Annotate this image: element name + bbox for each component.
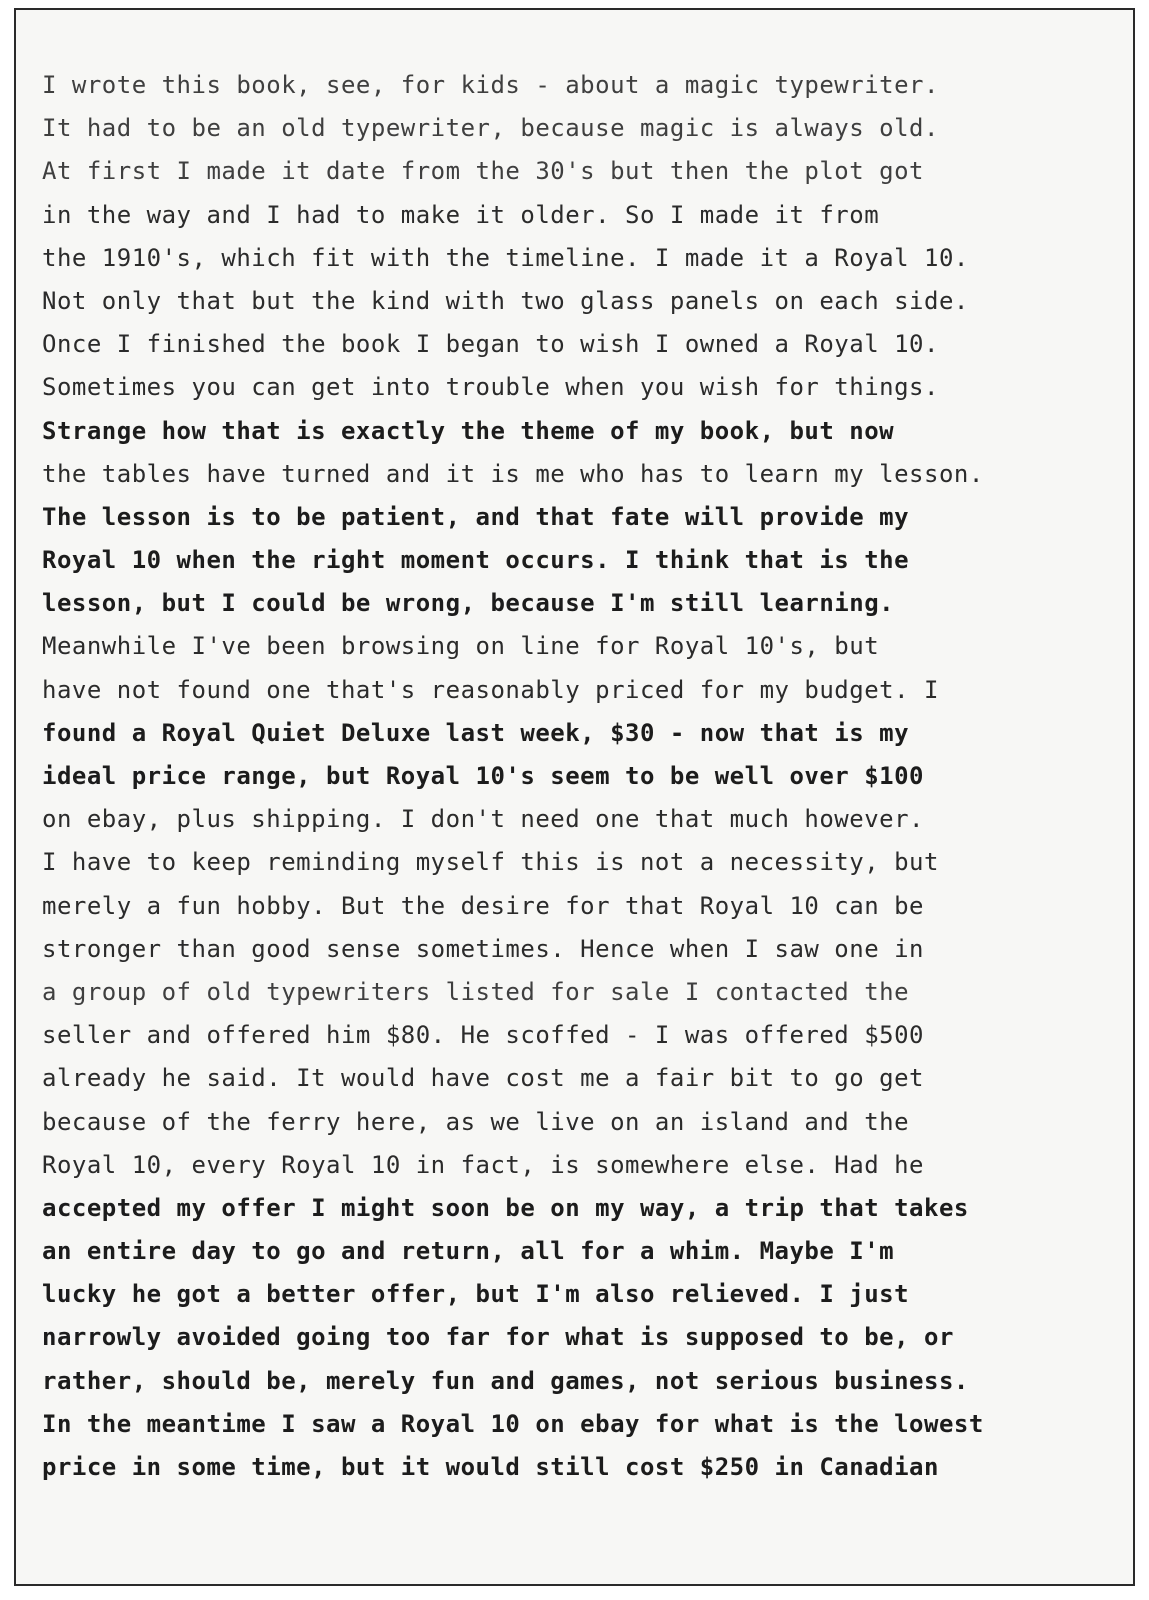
text-line: The lesson is to be patient, and that fate will provide my: [42, 502, 910, 531]
text-line: a group of old typewriters listed for sale I contacted the: [42, 977, 910, 1006]
text-line: in the way and I had to make it older. So I made it from: [42, 200, 880, 229]
text-line: found a Royal Quiet Deluxe last week, $30 - now that is my: [42, 718, 910, 747]
text-line: Royal 10 when the right moment occurs. I think that is the: [42, 546, 910, 575]
text-line: It had to be an old typewriter, because magic is always old.: [42, 114, 939, 143]
text-line: the 1910's, which fit with the timeline. I made it a Royal 10.: [42, 243, 969, 272]
text-line: stronger than good sense sometimes. Hence when I saw one in: [42, 934, 925, 963]
text-line: In the meantime I saw a Royal 10 on ebay for what is the lowest: [42, 1409, 984, 1438]
text-line: Royal 10, every Royal 10 in fact, is somewhere else. Had he: [42, 1150, 925, 1179]
text-line: an entire day to go and return, all for a whim. Maybe I'm: [42, 1237, 895, 1266]
text-line: on ebay, plus shipping. I don't need one that much however.: [42, 805, 925, 834]
text-line: At first I made it date from the 30's but then the plot got: [42, 157, 925, 186]
text-line: rather, should be, merely fun and games, not serious business.: [42, 1366, 969, 1395]
text-line: merely a fun hobby. But the desire for that Royal 10 can be: [42, 891, 925, 920]
text-line: Meanwhile I've been browsing on line for Royal 10's, but: [42, 632, 880, 661]
text-line: seller and offered him $80. He scoffed - I was offered $500: [42, 1021, 925, 1050]
text-line: narrowly avoided going too far for what is supposed to be, or: [42, 1323, 954, 1352]
text-line: Strange how that is exactly the theme of my book, but now: [42, 416, 895, 445]
text-line: lesson, but I could be wrong, because I'm still learning.: [42, 589, 895, 618]
text-line: accepted my offer I might soon be on my way, a trip that takes: [42, 1193, 969, 1222]
text-line: Sometimes you can get into trouble when you wish for things.: [42, 373, 939, 402]
text-line: the tables have turned and it is me who has to learn my lesson.: [42, 459, 984, 488]
text-line: Once I finished the book I began to wish I owned a Royal 10.: [42, 330, 939, 359]
text-line: have not found one that's reasonably priced for my budget. I: [42, 675, 939, 704]
text-line: I have to keep reminding myself this is not a necessity, but: [42, 848, 939, 877]
typewritten-body: [42, 64, 1127, 1489]
text-line: because of the ferry here, as we live on an island and the: [42, 1107, 910, 1136]
text-line: price in some time, but it would still cost $250 in Canadian: [42, 1453, 939, 1481]
text-line: lucky he got a better offer, but I'm also relieved. I just: [42, 1280, 910, 1309]
text-line: Not only that but the kind with two glass panels on each side.: [42, 286, 969, 315]
text-line: already he said. It would have cost me a fair bit to go get: [42, 1064, 925, 1093]
text-line: ideal price range, but Royal 10's seem to be well over $100: [42, 762, 925, 790]
text-line: I wrote this book, see, for kids - about a magic typewriter.: [42, 71, 939, 99]
